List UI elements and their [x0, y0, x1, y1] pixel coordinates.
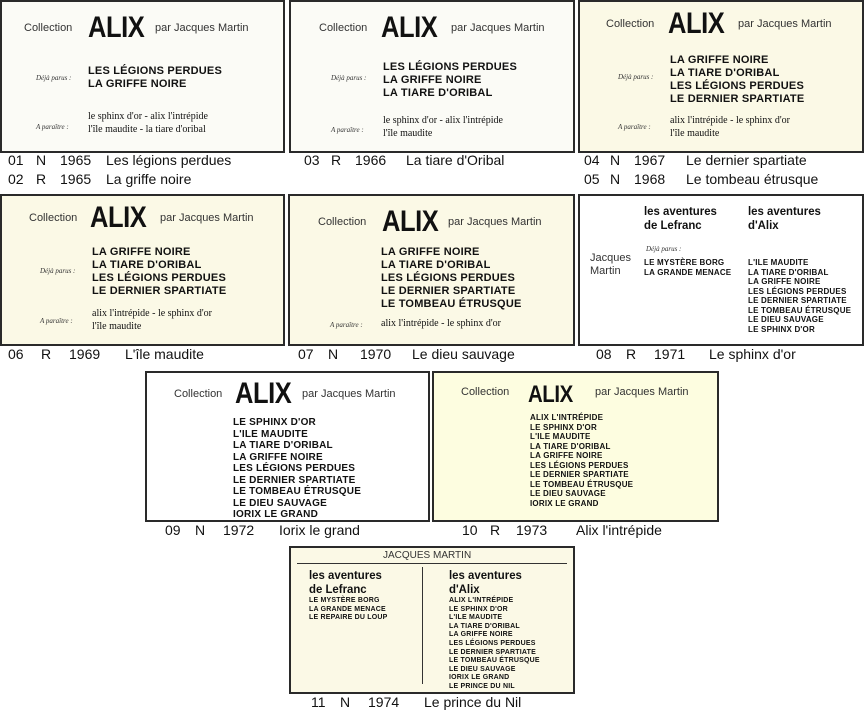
- alix-title: ALIX: [88, 11, 145, 44]
- lefranc-list: [309, 597, 388, 623]
- a-paraitre-label: A paraître :: [40, 317, 73, 325]
- card-06: [0, 194, 285, 346]
- list-item: LE SPHINX D'OR: [530, 422, 597, 432]
- list-item: le sphinx d'or - alix l'intrépide: [383, 115, 503, 126]
- deja-parus-label: Déjà parus :: [646, 245, 682, 253]
- list-item: IORIX LE GRAND: [449, 674, 510, 682]
- list-item: LES LÉGIONS PERDUES: [381, 272, 515, 284]
- list-item: L'ILE MAUDITE: [748, 258, 809, 267]
- paraitre-list: [92, 307, 212, 333]
- list-item: LA GRIFFE NOIRE: [92, 246, 191, 258]
- card-10: [432, 371, 719, 522]
- caption-02: 02 R 1965 La griffe noire: [8, 171, 192, 187]
- list-item: LA TIARE D'ORIBAL: [449, 622, 520, 630]
- list-item: LES LÉGIONS PERDUES: [530, 460, 629, 470]
- paraitre-list: [670, 114, 790, 140]
- collection-label: Collection: [24, 22, 73, 34]
- caption-10: 10 R 1973 Alix l'intrépide: [462, 522, 662, 538]
- author-label: par Jacques Martin: [738, 18, 832, 30]
- caption-03: 03 R 1966 La tiare d'Oribal: [304, 152, 505, 168]
- deja-list: [383, 61, 517, 100]
- list-item: LA GRANDE MENACE: [309, 605, 386, 613]
- card-07: [288, 194, 575, 346]
- alix-series-title: les aventures d'Alix: [449, 568, 522, 596]
- list-item: LE DIEU SAUVAGE: [233, 497, 327, 509]
- list-item: LA TIARE D'ORIBAL: [381, 259, 491, 271]
- deja-parus-label: Déjà parus :: [36, 74, 72, 82]
- caption-08: 08 R 1971 Le sphinx d'or: [596, 346, 796, 362]
- list-item: LE PRINCE DU NIL: [449, 682, 515, 690]
- list-item: LES LÉGIONS PERDUES: [233, 463, 356, 474]
- list-item: LES LÉGIONS PERDUES: [383, 61, 517, 73]
- list-item: LA GRIFFE NOIRE: [748, 277, 821, 286]
- list-item: LA TIARE D'ORIBAL: [530, 441, 611, 451]
- deja-parus-label: Déjà parus :: [618, 73, 654, 81]
- list-item: IORIX LE GRAND: [530, 498, 599, 508]
- list-item: LES LÉGIONS PERDUES: [88, 65, 222, 77]
- list-item: L'ILE MAUDITE: [233, 428, 308, 440]
- list-item: LE TOMBEAU ÉTRUSQUE: [748, 305, 852, 315]
- collection-label: Collection: [29, 212, 78, 224]
- collection-label: Collection: [174, 388, 223, 400]
- list-item: IORIX LE GRAND: [233, 509, 319, 520]
- list-item: LE DERNIER SPARTIATE: [530, 470, 629, 479]
- alix-series-title: les aventures d'Alix: [748, 204, 821, 232]
- author-label: par Jacques Martin: [160, 212, 254, 224]
- a-paraitre-label: A paraître :: [618, 123, 651, 131]
- alix-title: ALIX: [90, 201, 147, 234]
- list-item: LE SPHINX D'OR: [449, 605, 508, 613]
- card-08: [578, 194, 864, 346]
- caption-11: 11 N 1974 Le prince du Nil: [311, 694, 522, 710]
- caption-05: 05 N 1968 Le tombeau étrusque: [584, 171, 819, 187]
- list-item: ALIX L'INTRÉPIDE: [530, 413, 604, 422]
- lefranc-series-title: les aventures de Lefranc: [309, 568, 382, 596]
- list-item: LES LÉGIONS PERDUES: [449, 639, 536, 647]
- paraitre-list: [381, 317, 501, 330]
- list-item: LE REPAIRE DU LOUP: [309, 614, 388, 622]
- list-item: LE DIEU SAUVAGE: [449, 665, 516, 673]
- list-item: LA TIARE D'ORIBAL: [92, 259, 202, 271]
- card-01: [0, 0, 285, 153]
- list-item: LE DIEU SAUVAGE: [530, 489, 606, 498]
- caption-09: 09 N 1972 Iorix le grand: [165, 522, 360, 538]
- list-item: LA GRANDE MENACE: [644, 267, 732, 277]
- title-list: [233, 417, 361, 521]
- list-item: l'île maudite - la tiare d'oribal: [88, 124, 206, 135]
- caption-04: 04 N 1967 Le dernier spartiate: [584, 152, 807, 168]
- paraitre-list: [383, 114, 503, 140]
- list-item: LE DERNIER SPARTIATE: [670, 93, 805, 105]
- collection-label: Collection: [319, 22, 368, 34]
- list-item: LA TIARE D'ORIBAL: [670, 67, 780, 79]
- list-item: LA GRIFFE NOIRE: [530, 451, 603, 460]
- deja-parus-label: Déjà parus :: [40, 267, 76, 275]
- list-item: l'île maudite: [670, 128, 720, 139]
- title-list: [530, 413, 633, 508]
- list-item: L'ILE MAUDITE: [530, 432, 591, 441]
- deja-list: [670, 54, 804, 106]
- card-11: [289, 546, 575, 694]
- list-item: LE DERNIER SPARTIATE: [381, 285, 516, 297]
- a-paraitre-label: A paraître :: [331, 126, 364, 134]
- list-item: LA GRIFFE NOIRE: [670, 54, 769, 66]
- author-label: par Jacques Martin: [302, 388, 396, 400]
- list-item: alix l'intrépide - le sphinx d'or: [381, 318, 501, 329]
- list-item: LE TOMBEAU ÉTRUSQUE: [530, 479, 634, 489]
- alix-title: ALIX: [382, 205, 439, 238]
- list-item: alix l'intrépide - le sphinx d'or: [92, 308, 212, 319]
- list-item: LA GRIFFE NOIRE: [383, 74, 482, 86]
- list-item: LES LÉGIONS PERDUES: [670, 80, 804, 92]
- list-item: LE TOMBEAU ÉTRUSQUE: [233, 486, 362, 497]
- list-item: LE TOMBEAU ÉTRUSQUE: [381, 298, 522, 310]
- caption-01: 01 N 1965 Les légions perdues: [8, 152, 232, 168]
- list-item: LE MYSTÈRE BORG: [309, 597, 380, 604]
- list-item: LES LÉGIONS PERDUES: [92, 272, 226, 284]
- alix-title: ALIX: [235, 377, 292, 410]
- list-item: LE DERNIER SPARTIATE: [449, 648, 536, 656]
- author-label: par Jacques Martin: [448, 216, 542, 228]
- author-header: JACQUES MARTIN: [383, 550, 472, 561]
- lefranc-series-title: les aventures de Lefranc: [644, 204, 717, 232]
- card-03: [289, 0, 575, 153]
- caption-07: 07 N 1970 Le dieu sauvage: [298, 346, 515, 362]
- list-item: L'ILE MAUDITE: [449, 614, 503, 622]
- list-item: alix l'intrépide - le sphinx d'or: [670, 115, 790, 126]
- header-divider: [297, 563, 567, 564]
- collection-label: Collection: [606, 18, 655, 30]
- list-item: LA GRIFFE NOIRE: [88, 78, 187, 90]
- deja-parus-label: Déjà parus :: [331, 74, 367, 82]
- deja-list: [92, 246, 226, 298]
- list-item: LE DERNIER SPARTIATE: [233, 474, 356, 486]
- list-item: l'île maudite: [92, 321, 142, 332]
- list-item: LE DIEU SAUVAGE: [748, 315, 824, 324]
- alix-title: ALIX: [668, 7, 725, 40]
- list-item: LE DERNIER SPARTIATE: [748, 296, 847, 305]
- list-item: l'île maudite: [383, 128, 433, 139]
- collection-label: Collection: [461, 386, 510, 398]
- paraitre-list: [88, 110, 208, 136]
- alix-title: ALIX: [528, 381, 573, 408]
- author-label: par Jacques Martin: [155, 22, 249, 34]
- lefranc-list: [644, 258, 731, 277]
- collection-label: Collection: [318, 216, 367, 228]
- card-09: [145, 371, 430, 522]
- card-04: [578, 0, 864, 153]
- list-item: le sphinx d'or - alix l'intrépide: [88, 111, 208, 122]
- alix-title: ALIX: [381, 11, 438, 44]
- alix-list: [449, 597, 540, 692]
- list-item: LE TOMBEAU ÉTRUSQUE: [449, 657, 540, 665]
- a-paraitre-label: A paraître :: [330, 321, 363, 329]
- list-item: LA TIARE D'ORIBAL: [748, 267, 829, 277]
- list-item: ALIX L'INTRÉPIDE: [449, 597, 514, 604]
- list-item: LE MYSTÈRE BORG: [644, 258, 725, 267]
- list-item: LA TIARE D'ORIBAL: [233, 440, 333, 451]
- list-item: LA GRIFFE NOIRE: [449, 631, 513, 639]
- deja-list: [88, 65, 222, 91]
- author-label: par Jacques Martin: [451, 22, 545, 34]
- list-item: LA GRIFFE NOIRE: [381, 246, 480, 258]
- deja-list: [381, 246, 522, 311]
- author-label: par Jacques Martin: [595, 386, 689, 398]
- list-item: LE DERNIER SPARTIATE: [92, 285, 227, 297]
- author-name: Jacques Martin: [590, 252, 631, 277]
- list-item: LES LÉGIONS PERDUES: [748, 286, 847, 296]
- list-item: LA GRIFFE NOIRE: [233, 451, 323, 463]
- caption-06: 06 R 1969 L'île maudite: [8, 346, 204, 362]
- list-item: LE SPHINX D'OR: [748, 324, 815, 334]
- list-item: LA TIARE D'ORIBAL: [383, 87, 493, 99]
- a-paraitre-label: A paraître :: [36, 123, 69, 131]
- alix-list: [748, 258, 851, 334]
- column-divider: [422, 567, 423, 684]
- list-item: LE SPHINX D'OR: [233, 417, 316, 428]
